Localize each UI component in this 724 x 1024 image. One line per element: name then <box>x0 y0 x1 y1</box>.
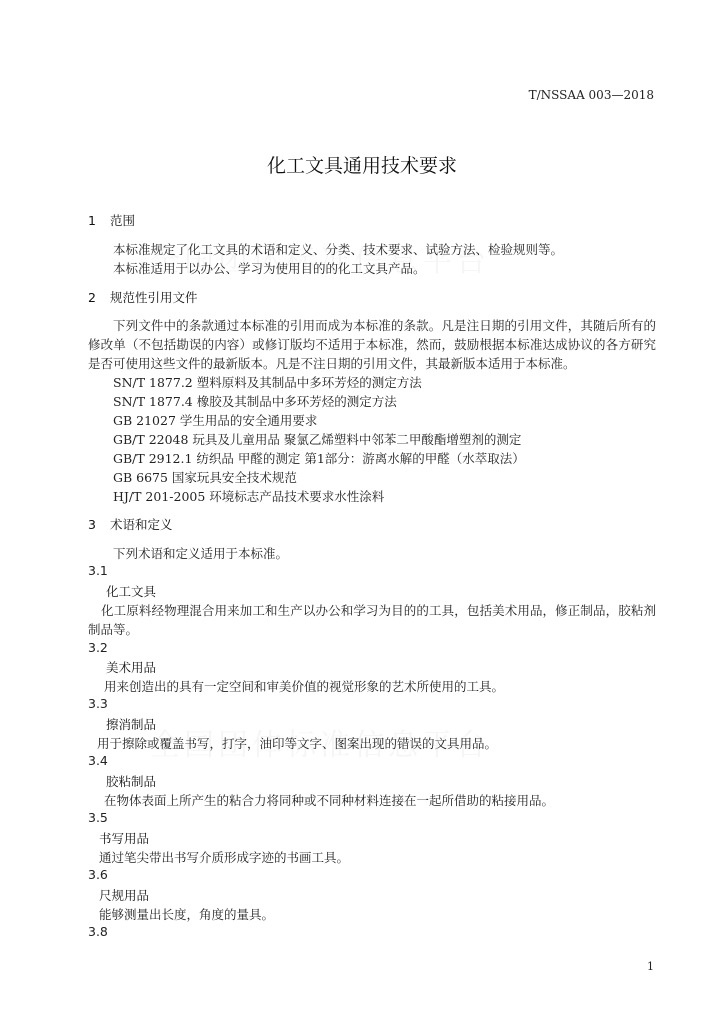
term-name: 书写用品 <box>99 831 150 846</box>
term-name: 尺规用品 <box>99 888 150 903</box>
section-heading-3 <box>88 515 173 533</box>
term-definition: 用来创造出的具有一定空间和审美价值的视觉形象的艺术所使用的工具。 <box>104 679 505 694</box>
term-definition: 化工原料经物理混合用来加工和生产以办公和学习为目的的工具，包括美术用品，修正制品，胶粘剂制品等。 <box>88 603 656 637</box>
clause-number: 3.6 <box>88 867 108 882</box>
term-definition: 通过笔尖带出书写介质形成字迹的书画工具。 <box>99 850 350 865</box>
references-intro: 下列文件中的条款通过本标准的引用而成为本标准的条款。凡是注日期的引用文件，其随后所有的修改单（不包括勘误的内容）或修订版均不适用于本标准，然而，鼓励根据本标准达成协议的各方研究是否可使用这些文件的最新版本。凡是不注日期的引用文件，其最新版本适用于本标准。 <box>88 318 656 371</box>
page-title: 化工文具通用技术要求 <box>266 155 457 177</box>
reference-item: GB/T 22048 玩具及儿童用品 聚氯乙烯塑料中邻苯二甲酸酯增塑剂的测定 <box>113 432 522 447</box>
terms-intro: 下列术语和定义适用于本标准。 <box>113 546 289 561</box>
reference-item: SN/T 1877.4 橡胶及其制品中多环芳烃的测定方法 <box>113 394 397 409</box>
scope-paragraph-1: 本标准规定了化工文具的术语和定义、分类、技术要求、试验方法、检验规则等。 <box>113 242 564 257</box>
section-heading-1 <box>88 211 135 229</box>
term-definition: 在物体表面上所产生的粘合力将同种或不同种材料连接在一起所借助的粘接用品。 <box>104 793 555 808</box>
section-title: 术语和定义 <box>109 517 173 532</box>
section-number: 2 <box>88 290 96 305</box>
section-heading-2 <box>88 288 198 306</box>
section-number: 3 <box>88 517 96 532</box>
clause-number: 3.4 <box>88 753 108 768</box>
clause-number: 3.1 <box>88 563 108 578</box>
term-name: 化工文具 <box>106 584 157 599</box>
clause-number: 3.3 <box>88 696 108 711</box>
term-definition: 用于擦除或覆盖书写，打字，油印等文字、图案出现的错误的文具用品。 <box>97 736 498 751</box>
term-name: 擦消制品 <box>106 717 157 732</box>
clause-number: 3.5 <box>88 810 108 825</box>
document-number: T/NSSAA 003—2018 <box>528 88 654 102</box>
page-number: 1 <box>647 960 654 973</box>
reference-item: SN/T 1877.2 塑料原料及其制品中多环芳烃的测定方法 <box>113 375 422 390</box>
clause-number: 3.2 <box>88 640 108 655</box>
reference-item: GB 6675 国家玩具安全技术规范 <box>113 470 297 485</box>
clause-number: 3.8 <box>88 924 108 939</box>
section-title: 范围 <box>109 213 135 228</box>
scope-paragraph-2: 本标准适用于以办公、学习为使用目的的化工文具产品。 <box>113 261 426 276</box>
reference-item: HJ/T 201-2005 环境标志产品技术要求水性涂料 <box>113 489 385 504</box>
section-number: 1 <box>88 213 96 228</box>
term-name: 美术用品 <box>106 660 157 675</box>
reference-item: GB/T 2912.1 纺织品 甲醛的测定 第1部分：游离水解的甲醛（水萃取法） <box>113 451 525 466</box>
term-name: 胶粘制品 <box>106 774 157 789</box>
reference-item: GB 21027 学生用品的安全通用要求 <box>113 413 318 428</box>
term-definition: 能够测量出长度，角度的量具。 <box>99 907 275 922</box>
section-title: 规范性引用文件 <box>109 290 198 305</box>
